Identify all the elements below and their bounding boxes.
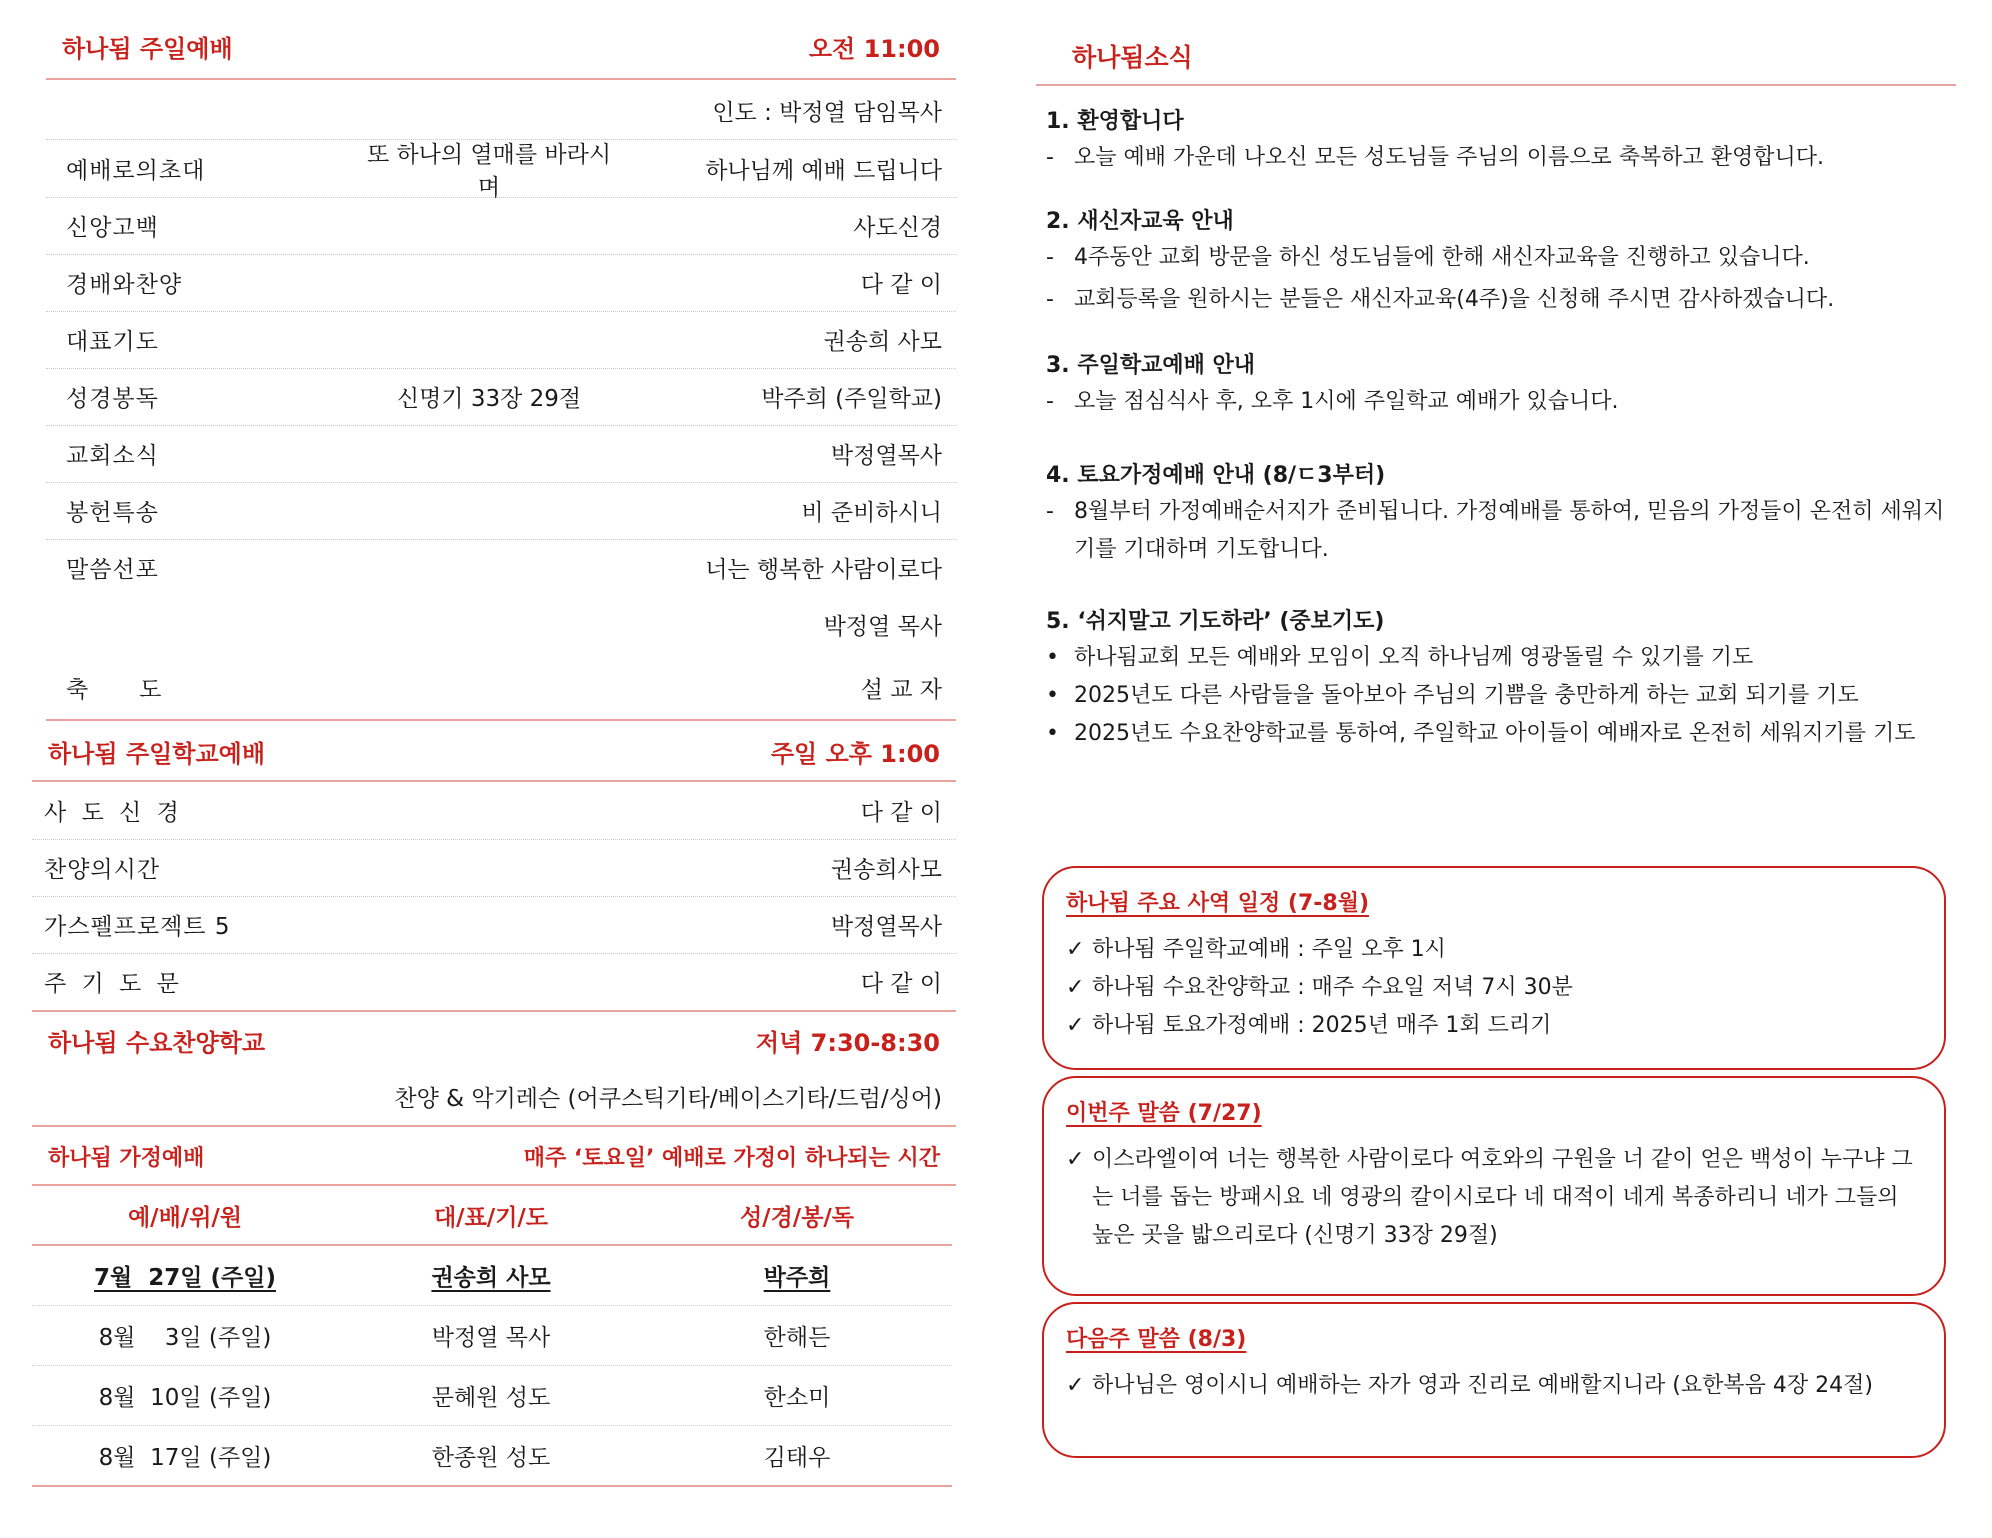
check-icon: ✓ bbox=[1066, 937, 1085, 962]
school-item: 주 기 도 문 bbox=[44, 971, 183, 997]
service-item: 경배와찬양 bbox=[66, 272, 183, 298]
news-item-title: 5. ‘쉬지말고 기도하라’ (중보기도) bbox=[1046, 609, 1385, 634]
service-person: 박주희 (주일학교) bbox=[761, 386, 942, 412]
wednesday-detail: 찬양 & 악기레슨 (어쿠스틱기타/베이스기타/드럼/싱어) bbox=[394, 1086, 942, 1112]
schedule-line: 하나됨 수요찬양학교 : 매주 수요일 저녁 7시 30분 bbox=[1092, 975, 1573, 1000]
news-item bbox=[1046, 604, 1956, 763]
school-row bbox=[32, 896, 956, 954]
rota-row bbox=[32, 1426, 952, 1487]
news-item-title: 3. 주일학교예배 안내 bbox=[1046, 353, 1255, 378]
school-item: 가스펠프로젝트 5 bbox=[44, 914, 231, 940]
service-item: 대표기도 bbox=[66, 329, 159, 355]
rota-prayer: 박정열 목사 bbox=[431, 1325, 551, 1351]
rota-header: 대/표/기/도 bbox=[433, 1204, 549, 1231]
news-line: 4주동안 교회 방문을 하신 성도님들에 한해 새신자교육을 진행하고 있습니다. bbox=[1074, 245, 1810, 270]
service-row bbox=[46, 482, 956, 540]
service-leader: 인도 : 박정열 담임목사 bbox=[712, 100, 942, 126]
service-row bbox=[46, 197, 956, 255]
service-person: 설 교 자 bbox=[860, 676, 942, 703]
school-row bbox=[32, 953, 956, 1012]
rota-row bbox=[32, 1246, 952, 1306]
this-week-box bbox=[1042, 1076, 1946, 1296]
bullet-marker: • bbox=[1046, 683, 1059, 708]
sunday-school-header bbox=[32, 722, 956, 782]
next-week-verse: 하나님은 영이시니 예배하는 자가 영과 진리로 예배할지니라 (요한복음 4장 24절) bbox=[1092, 1373, 1873, 1398]
service-row bbox=[46, 254, 956, 312]
dash-marker: - bbox=[1046, 389, 1054, 414]
school-row bbox=[32, 839, 956, 897]
service-item: 교회소식 bbox=[66, 443, 159, 469]
service-item: 말씀선포 bbox=[66, 557, 159, 583]
school-person: 다 같 이 bbox=[860, 800, 942, 826]
service-person: 사도신경 bbox=[853, 215, 942, 241]
service-detail: 신명기 33장 29절 bbox=[396, 386, 582, 412]
schedule-box bbox=[1042, 866, 1946, 1070]
news-item-title: 2. 새신자교육 안내 bbox=[1046, 209, 1234, 234]
rota-prayer: 문혜원 성도 bbox=[431, 1385, 551, 1411]
service-row bbox=[46, 311, 956, 369]
dash-marker: - bbox=[1046, 499, 1054, 524]
school-person: 권송희사모 bbox=[830, 857, 942, 883]
news-line: 8월부터 가정예배순서지가 준비됩니다. 가정예배를 통하여, 믿음의 가정들이 온전히 세워지기를 기대하며 기도합니다. bbox=[1074, 499, 1945, 562]
next-week-title: 다음주 말씀 (8/3) bbox=[1066, 1327, 1247, 1352]
service-row bbox=[46, 425, 956, 483]
dash-marker: - bbox=[1046, 145, 1054, 170]
news-line: 오늘 점심식사 후, 오후 1시에 주일학교 예배가 있습니다. bbox=[1074, 389, 1619, 414]
service-person: 박정열목사 bbox=[830, 443, 942, 469]
news-line: 오늘 예배 가운데 나오신 모든 성도님들 주님의 이름으로 축복하고 환영합니다. bbox=[1074, 145, 1824, 170]
school-person: 박정열목사 bbox=[830, 914, 942, 940]
wednesday-detail-row bbox=[32, 1068, 956, 1127]
rota-reading: 박주희 bbox=[763, 1265, 831, 1291]
rota-date: 8월 10일 (주일) bbox=[98, 1385, 272, 1411]
service-item: 봉헌특송 bbox=[66, 500, 159, 526]
home-worship-subtitle: 매주 ‘토요일’ 예배로 가정이 하나되는 시간 bbox=[523, 1145, 940, 1171]
rota-reading: 한해든 bbox=[763, 1325, 831, 1351]
news-item-title: 4. 토요가정예배 안내 (8/ㄷ3부터) bbox=[1046, 463, 1386, 488]
service-item: 성경봉독 bbox=[66, 386, 159, 412]
rota-reading: 한소미 bbox=[763, 1385, 831, 1411]
rota-reading: 김태우 bbox=[763, 1445, 831, 1471]
schedule-line: 하나됨 주일학교예배 : 주일 오후 1시 bbox=[1092, 937, 1446, 962]
this-week-title: 이번주 말씀 (7/27) bbox=[1066, 1101, 1262, 1126]
news-item bbox=[1046, 204, 1956, 329]
bullet-marker: • bbox=[1046, 645, 1059, 670]
rota-header-row bbox=[32, 1186, 952, 1246]
service-person: 다 같 이 bbox=[860, 272, 942, 298]
news-column bbox=[1036, 0, 1966, 1538]
sunday-service-title: 하나됨 주일예배 bbox=[62, 34, 233, 63]
check-icon: ✓ bbox=[1066, 1373, 1085, 1398]
home-worship-header bbox=[32, 1128, 956, 1186]
next-week-box bbox=[1042, 1302, 1946, 1458]
news-item bbox=[1046, 458, 1956, 579]
service-row bbox=[46, 655, 956, 721]
news-title: 하나됨소식 bbox=[1036, 28, 1956, 86]
service-item: 축 도 bbox=[66, 676, 163, 703]
service-item: 신앙고백 bbox=[66, 215, 159, 241]
check-icon: ✓ bbox=[1066, 1013, 1085, 1038]
rota-row bbox=[32, 1306, 952, 1366]
news-item bbox=[1046, 104, 1956, 187]
rota-date: 8월 3일 (주일) bbox=[98, 1325, 272, 1351]
wednesday-header bbox=[32, 1012, 956, 1068]
news-item-title: 1. 환영합니다 bbox=[1046, 109, 1184, 134]
rota-prayer: 한종원 성도 bbox=[431, 1445, 551, 1471]
dash-marker: - bbox=[1046, 287, 1054, 312]
news-item bbox=[1046, 348, 1956, 431]
news-line: 하나됨교회 모든 예배와 모임이 오직 하나님께 영광돌릴 수 있기를 기도 bbox=[1074, 645, 1754, 670]
service-person: 너는 행복한 사람이로다 bbox=[705, 557, 942, 583]
order-of-service-column bbox=[32, 0, 964, 1538]
service-row bbox=[46, 368, 956, 426]
news-line: 2025년도 다른 사람들을 돌아보아 주님의 기쁨을 충만하게 하는 교회 되기를 기도 bbox=[1074, 683, 1859, 708]
rota-date: 8월 17일 (주일) bbox=[98, 1445, 272, 1471]
check-icon: ✓ bbox=[1066, 975, 1085, 1000]
rota-header: 성/경/봉/독 bbox=[739, 1204, 855, 1231]
service-person: 비 준비하시니 bbox=[801, 500, 942, 526]
this-week-verse: 이스라엘이여 너는 행복한 사람이로다 여호와의 구원을 너 같이 얻은 백성이 누구냐 그는 너를 돕는 방패시요 네 영광의 칼이시로다 네 대적이 네게 복종하리니 네가 그들의 높은 곳을 밟으리로다 (신명기 33장 29절) bbox=[1092, 1147, 1913, 1248]
home-worship-title: 하나됨 가정예배 bbox=[48, 1145, 205, 1171]
service-row bbox=[46, 539, 956, 596]
school-person: 다 같 이 bbox=[860, 971, 942, 997]
service-row bbox=[46, 140, 956, 201]
school-row bbox=[32, 782, 956, 840]
wednesday-time: 저녁 7:30-8:30 bbox=[755, 1028, 940, 1057]
rota-date: 7월 27일 (주일) bbox=[94, 1265, 276, 1291]
sunday-service-time: 오전 11:00 bbox=[808, 34, 940, 63]
service-item: 예배로의초대 bbox=[66, 158, 206, 184]
service-person: 하나님께 예배 드립니다 bbox=[705, 158, 942, 184]
dash-marker: - bbox=[1046, 245, 1054, 270]
service-person: 권송희 사모 bbox=[823, 329, 942, 355]
sunday-school-time: 주일 오후 1:00 bbox=[770, 739, 940, 768]
school-item: 찬양의시간 bbox=[44, 857, 161, 883]
news-line: 2025년도 수요찬양학교를 통하여, 주일학교 아이들이 예배자로 온전히 세워지기를 기도 bbox=[1074, 721, 1916, 746]
sunday-school-title: 하나됨 주일학교예배 bbox=[48, 739, 266, 768]
service-detail: 또 하나의 열매를 바라시며 bbox=[366, 141, 612, 201]
rota-header: 예/배/위/원 bbox=[127, 1204, 243, 1231]
rota-prayer: 권송희 사모 bbox=[431, 1265, 551, 1291]
bullet-marker: • bbox=[1046, 721, 1059, 746]
rota-row bbox=[32, 1366, 952, 1426]
wednesday-title: 하나됨 수요찬양학교 bbox=[48, 1028, 266, 1057]
news-line: 교회등록을 원하시는 분들은 새신자교육(4주)을 신청해 주시면 감사하겠습니다. bbox=[1074, 287, 1835, 312]
service-row bbox=[46, 596, 956, 653]
service-person: 박정열 목사 bbox=[823, 614, 942, 640]
schedule-box-title: 하나됨 주요 사역 일정 (7-8월) bbox=[1066, 891, 1370, 916]
check-icon: ✓ bbox=[1066, 1147, 1085, 1172]
service-leader-row bbox=[46, 82, 956, 140]
sunday-service-header bbox=[46, 14, 956, 80]
school-item: 사 도 신 경 bbox=[44, 800, 183, 826]
schedule-line: 하나됨 토요가정예배 : 2025년 매주 1회 드리기 bbox=[1092, 1013, 1552, 1038]
